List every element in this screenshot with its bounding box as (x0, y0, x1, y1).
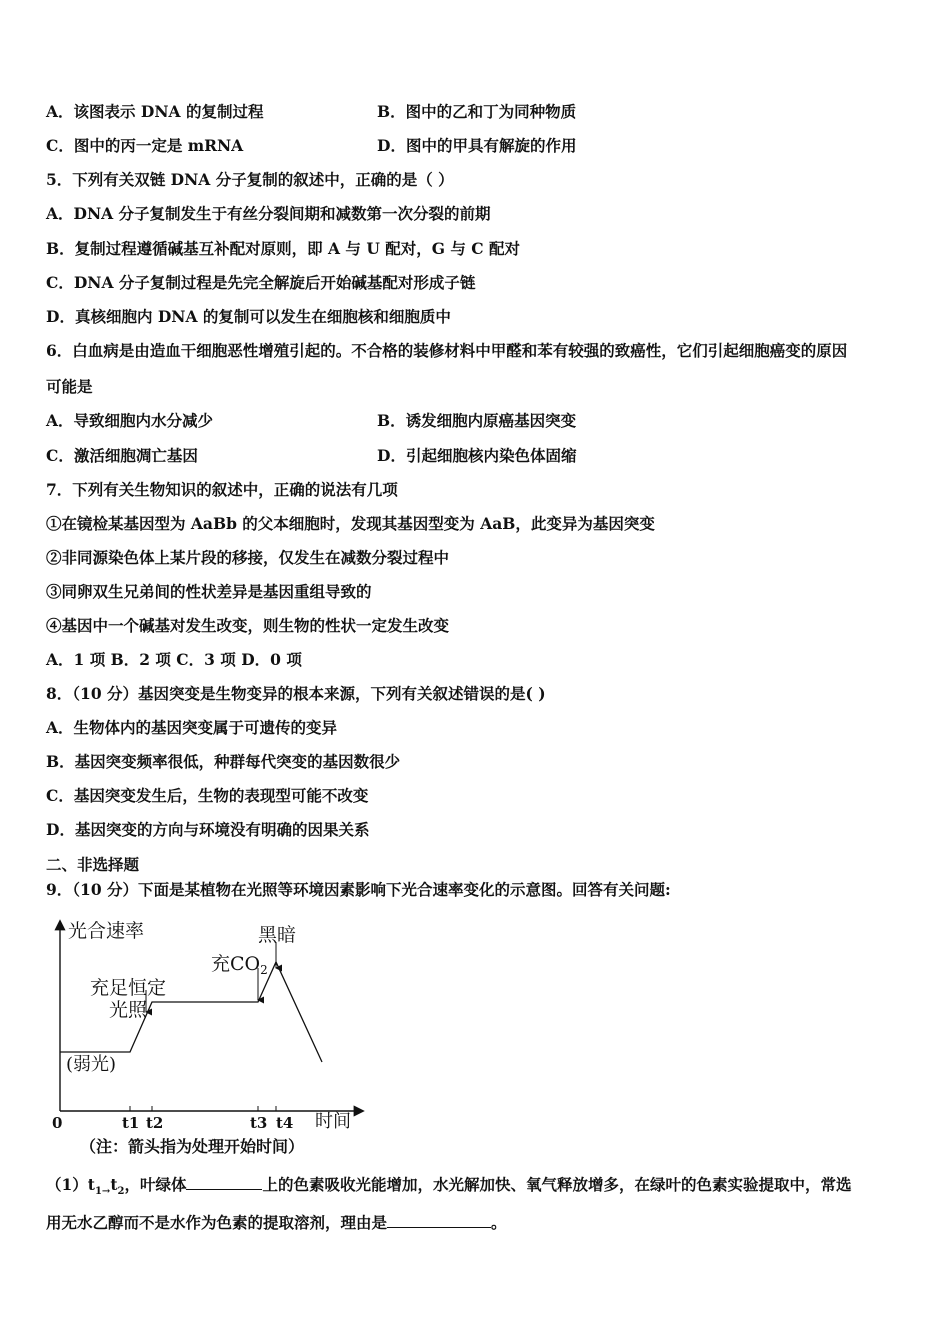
q7-options: A．1 项 B．2 项 C．3 项 D．0 项 (46, 650, 302, 669)
figure-note: （注：箭头指为处理开始时间） (80, 1137, 305, 1156)
q8-option-a: A．生物体内的基因突变属于可遗传的变异 (46, 718, 338, 737)
q4-option-row-1 (46, 102, 263, 122)
q6-stem-line1: 6．白血病是由造血干细胞恶性增殖引起的。不合格的装修材料中甲醛和苯有较强的致癌性，它们引起细胞癌变的原因 (46, 341, 848, 360)
y-axis-label: 光合速率 (68, 920, 145, 942)
answer-blank-2[interactable] (387, 1211, 491, 1228)
dark-label: 黑暗 (258, 924, 297, 946)
q7-statement-2: ②非同源染色体上某片段的移接，仅发生在减数分裂过程中 (46, 548, 450, 567)
light-label-line1: 充足恒定 (90, 977, 167, 999)
q5-option-d: D．真核细胞内 DNA 的复制可以发生在细胞核和细胞质中 (46, 307, 451, 326)
q7-stem: 7．下列有关生物知识的叙述中，正确的说法有几项 (46, 480, 398, 499)
q8-option-d: D．基因突变的方向与环境没有明确的因果关系 (46, 820, 370, 839)
q5-option-c: C．DNA 分子复制过程是先完全解旋后开始碱基配对形成子链 (46, 273, 476, 292)
q6-option-b: B．诱发细胞内原癌基因突变 (377, 411, 577, 430)
x-axis-label: 时间 (315, 1111, 351, 1132)
co2-label: 充$CO_2$ (211, 953, 268, 977)
q8-stem: 8．（10 分）基因突变是生物变异的根本来源，下列有关叙述错误的是( ) (46, 684, 546, 703)
q7-statement-3: ③同卵双生兄弟间的性状差异是基因重组导致的 (46, 582, 372, 601)
q9-part1-line2: 用无水乙醇而不是水作为色素的提取溶剂，理由是 。 (46, 1213, 507, 1232)
q9-stem: 9．（10 分）下面是某植物在光照等环境因素影响下光合速率变化的示意图。回答有关问题: (46, 880, 671, 899)
q8-option-b: B．基因突变频率很低，种群每代突变的基因数很少 (46, 752, 401, 771)
q9-part1-line1: $(1)t_{1\to}t_2$，叶绿体 上的色素吸收光能增加，水光解加快、氧气释放增多，在绿叶的色素实验提取中，常选 (46, 1175, 852, 1198)
q5-option-b: B．复制过程遵循碱基互补配对原则，即 A 与 U 配对，G 与 C 配对 (46, 239, 520, 258)
tick-label-t4: t4 (276, 1114, 294, 1132)
photosynthesis-rate-figure (40, 910, 380, 1138)
q5-stem: 5．下列有关双链 DNA 分子复制的叙述中，正确的是（ ） (46, 170, 454, 189)
light-label-line2: 光照 (109, 999, 148, 1021)
q4-option-c: C．图中的丙一定是 mRNA (46, 136, 244, 155)
q7-statement-1: ①在镜检某基因型为 AaBb 的父本细胞时，发现其基因型变为 AaB，此变异为基因突变 (46, 514, 655, 533)
tick-label-t2: t2 (146, 1114, 164, 1132)
section-heading: 二、非选择题 (46, 855, 140, 874)
q6-option-d: D．引起细胞核内染色体固缩 (377, 446, 577, 465)
answer-blank-1[interactable] (186, 1173, 262, 1190)
q5-option-a: A．DNA 分子复制发生于有丝分裂间期和减数第一次分裂的前期 (46, 204, 491, 223)
tick-label-t1: t1 (122, 1114, 140, 1132)
tick-label-t3: t3 (250, 1114, 268, 1132)
q7-statement-4: ④基因中一个碱基对发生改变，则生物的性状一定发生改变 (46, 616, 450, 635)
q8-option-c: C．基因突变发生后，生物的表现型可能不改变 (46, 786, 369, 805)
q4-option-d: D．图中的甲具有解旋的作用 (377, 136, 577, 155)
q6-stem-line2: 可能是 (46, 377, 93, 396)
q4-option-a: A．该图表示 DNA 的复制过程 (46, 102, 264, 121)
weak-light-label: (弱光) (66, 1054, 117, 1075)
origin-label: 0 (52, 1114, 63, 1132)
q6-option-c: C．激活细胞凋亡基因 (46, 446, 198, 465)
q4-option-b: B．图中的乙和丁为同种物质 (377, 102, 577, 121)
q6-option-a: A．导致细胞内水分减少 (46, 411, 214, 430)
